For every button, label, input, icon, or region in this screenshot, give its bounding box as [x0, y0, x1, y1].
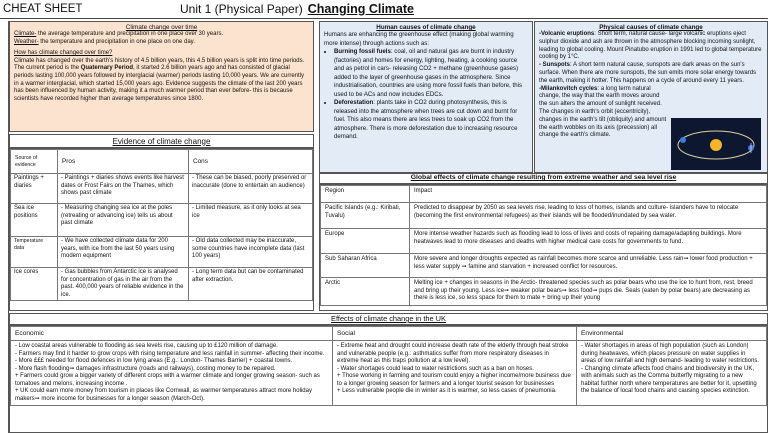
global-header-impact: Impact: [410, 186, 767, 203]
global-header-region: Region: [321, 186, 410, 203]
list-item: - Water shortages in areas of high population (such as London) during heatwaves, which places pressure on water supplies in areas of low rainfall and high demand- leading to water restrictions.: [581, 343, 762, 366]
global-effects-table: [319, 184, 768, 311]
weather-definition: [14, 39, 309, 47]
milankovitch-orbit-image: [671, 118, 761, 170]
climate-over-time-title: Climate change over time: [125, 24, 198, 31]
evidence-source: Paintings + diaries: [11, 174, 58, 204]
list-item: + Those working in farming and tourism could enjoy a higher income/more business due to a longer growing season for farmers and a longer tourist season for businesses: [337, 373, 571, 387]
uk-effects-table: [9, 325, 768, 433]
topic-title: Changing Climate: [307, 2, 414, 16]
uk-effects-title: Effects of climate change in the UK: [9, 313, 768, 325]
human-causes-box: [319, 21, 533, 173]
physical-causes-title: Physical causes of climate change: [599, 24, 703, 31]
evidence-cons: [189, 268, 313, 301]
impact-cell: Predicted to disappear by 2050 as sea levels rise, leading to loss of homes, islands and culture- islanders have to relocate (becoming the first environmental refugees) as their islands will be flooded/inundated by sea water.: [410, 203, 767, 229]
evidence-header-source: Source of evidence: [11, 150, 58, 174]
cheat-sheet-label: CHEAT SHEET: [3, 3, 83, 15]
evidence-pros: [58, 174, 189, 204]
list-item: - Paintings + diaries shows events like harvest dates or Frost Fairs on the Thames, which shows past climate: [61, 175, 185, 198]
global-effects-title: Global effects of climate change resulting from extreme weather and sea level rise: [319, 173, 768, 184]
volcanic-desc: : Short term, natural cause- large volcanic eruptions eject sulphur dioxide and ash are thrown in the atmosphere blocking incoming sunlight, leading to global cooling. Mount Pinatubo eruption in 1991 led to global temperature cooling by 1°C.: [539, 31, 762, 61]
social-cell: [333, 341, 577, 406]
sunspots-text: [539, 62, 763, 85]
climate-over-time-box: [9, 21, 314, 132]
table-row: [321, 254, 767, 278]
evidence-header-pros: Pros: [58, 150, 189, 174]
list-item: - More flash flooding➞ damages infrastructure (roads and railways), costing money to be repaired.: [15, 366, 328, 374]
physical-causes-box: [534, 21, 768, 173]
evidence-pros: [58, 237, 189, 268]
list-item: + Less vulnerable people die in winter as it is warmer, so less cases of pneumonia.: [337, 388, 557, 394]
table-row: [11, 268, 313, 301]
list-item: - Old data collected may be inaccurate, some countries have incomplete data (last 100 years): [192, 238, 309, 261]
evidence-cons: [189, 237, 313, 268]
list-item: - Low coastal areas vulnerable to flooding as sea levels rise, causing up to £120 million of damage.: [15, 343, 328, 351]
uk-header-economic: Economic: [11, 327, 333, 341]
climate-definition: [14, 31, 309, 39]
evidence-table: [9, 148, 314, 311]
impact-cell: Melting ice + changes in seasons in the Arctic- threatened species such as polar bears who use the ice to hunt from, rest, breed and bring up their young. Less ice➞ weaker polar bears➞ less food➞ pups die. Seals (eaten by polar bears) are decreasing as there is less ice, so less space for them to mate + bring up their young: [410, 278, 767, 306]
table-row: [321, 229, 767, 254]
quaternary-period: Quaternary Period: [80, 65, 134, 72]
volcanic-text: [539, 31, 763, 62]
climate-history-text: [14, 58, 309, 104]
list-item: - Limited measure, as it only looks at sea ice: [192, 205, 309, 220]
evidence-pros: [58, 204, 189, 237]
list-item: - Farmers may find it harder to grow crops with rising temperature and less rainfall in summer- affecting their income.: [15, 351, 328, 359]
list-item: [334, 48, 528, 99]
uk-header-social: Social: [333, 327, 577, 341]
milankovitch-term: -Milankovitch cycles: [539, 85, 598, 92]
climate-def: the average temperature and precipitation in one place over 30 years.: [36, 31, 224, 37]
list-item: - More £££ needed for flood defences in low lying areas (E.g.: London- Thames Barrier) + coastal towns.: [15, 358, 328, 366]
list-item: + Farmers could grow a bigger variety of different crops with a warmer climate and longer growing season- such as tomatoes and melons, increasing income .: [15, 373, 320, 387]
list-item: - Extreme heat and drought could increase death rate of the elderly through heat stroke and vulnerable people (e.g.: asthmatics suffer from more respiratory diseases in extreme heat as this traps pollution at a low level).: [337, 343, 572, 366]
table-row: [321, 203, 767, 229]
weather-term: Weather-: [14, 38, 39, 45]
weather-def: the temperature and precipitation in one place on one day.: [38, 38, 195, 45]
region-cell: Arctic: [321, 278, 410, 306]
table-row: [321, 278, 767, 306]
table-row: [11, 174, 313, 204]
region-cell: Sub Saharan Africa: [321, 254, 410, 278]
milankovitch-text: [539, 86, 667, 141]
list-item: - Long term data but can be contaminated after extraction.: [192, 269, 309, 284]
evidence-cons: [189, 174, 313, 204]
list-item: - Measuring changing sea ice at the poles (retreating or advancing ice) tells us about past climate: [61, 205, 185, 228]
human-causes-title: Human causes of climate change: [376, 24, 476, 31]
volcanic-term: -Volcanic eruptions: [539, 31, 595, 37]
evidence-source: Ice cores: [11, 268, 58, 301]
evidence-header-cons: Cons: [189, 150, 313, 174]
list-item: [334, 99, 528, 142]
evidence-pros: [58, 268, 189, 301]
history-part-1: Climate has changed over the earth's history of 4.5 billion years, this 4.5 billion years is split into time periods. The current period is the: [14, 57, 305, 72]
evidence-source: Temperature data: [11, 237, 58, 268]
left-margin-border: [0, 21, 9, 433]
region-cell: Pacific Islands (e.g.: Kiribati, Tuvalu): [321, 203, 410, 229]
table-row: [11, 204, 313, 237]
impact-cell: More intense weather hazards such as flooding lead to loss of lives and costs of repairing damage/adapting buildings. More heatwaves lead to more diseases and deaths with higher medical care costs for governments to fund.: [410, 229, 767, 254]
sunspots-term: - Sunspots: [539, 62, 570, 69]
table-row: [11, 237, 313, 268]
economic-cell: [11, 341, 333, 406]
list-item: - These can be biased, poorly preserved or inaccurate (done to entertain an audience): [192, 175, 309, 190]
climate-question: How has climate changed over time?: [14, 50, 113, 57]
environmental-cell: [577, 341, 767, 406]
list-item: - We have collected climate data for 200 years, with ice from the last 50 years using modern equipment: [61, 238, 185, 261]
human-causes-intro: Humans are enhancing the greenhouse effect (making global warming more intense) through actions such as:: [324, 31, 514, 47]
history-part-2: , it started 2.6 billion years ago and has consisted of glacial periods lasting 100,000 years followed by interglacial (warmer) periods lasting 10,000 years. We are currently in a warmer interglacial, which started 15,000 years ago. Evidence suggests the climate of the last 200 years has been influenced by human activity, making it a much warmer period than ever before- this is because scientists have recorded higher than average temperatures since 1800.: [14, 65, 305, 102]
deforestation-term: Deforestation: [334, 99, 374, 106]
fossil-fuels-text: : coal, oil and natural gas are burnt in industry (factories) and homes for energy, lighting, heating, a cooking source and as petrol in cars- releasing CO2 + methane (greenhouse gases) added to the layer of greenhouse gases in the atmosphere. Since industrialisation, countries are using more fossil fuels than before, this used to be ACs and now includes EDCs.: [334, 48, 522, 98]
evidence-cons: [189, 204, 313, 237]
list-item: + UK could earn more money from tourism in places like Cornwall, as warmer temperatures attract more holiday makers➞ more income for businesses for a longer season (March-Oct).: [15, 388, 312, 402]
evidence-source: Sea ice positions: [11, 204, 58, 237]
list-item: - Gas bubbles from Antarctic ice is analysed for concentration of gas in the air from the past. 400,000 years of reliable evidence in the ice.: [61, 269, 185, 299]
table-row: [11, 341, 767, 406]
impact-cell: More severe and longer droughts expected as rainfall becomes more scarce and unreliable. Less rain➞ lower food production + less water supply ➞ famine and starvation + increased conflict for resources.: [410, 254, 767, 278]
fossil-fuels-term: Burning fossil fuels: [334, 48, 391, 55]
evidence-title: Evidence of climate change: [9, 134, 314, 148]
climate-term: Climate-: [14, 31, 37, 37]
uk-header-environmental: Environmental: [577, 327, 767, 341]
unit-label: Unit 1 (Physical Paper): [180, 2, 303, 16]
region-cell: Europe: [321, 229, 410, 254]
list-item: - Changing climate affects food chains and biodiversity in the UK, with animals such as the Comma butterfly migrating to a new habitat further north where temperatures are better for it, upsetting the balance of local food chains and causing species extinction.: [581, 366, 762, 396]
milankovitch-desc: : a long term natural change, the way that the earth moves around the sun alters the amount of sunlight received. The changes in earth's orbit (eccentricity), changes in the earth's tilt (obliquity) and amount the earth wobbles on its axis (precession) all change the earth's climate.: [539, 85, 667, 139]
page-header: [0, 0, 768, 19]
list-item: - Water shortages could lead to water restrictions such as a ban on hoses.: [337, 366, 572, 374]
sunspots-desc: : A short term natural cause, sunspots are dark areas on the sun's surface. When there are more sunspots, the sun emits more solar energy towards the earth, making it hotter. This happens on a cycle of around every 11 years.: [539, 62, 757, 84]
deforestation-text: : plants take in CO2 during photosynthesis, this is released into the atmosphere when trees are cut down and burnt for fuel. This also means there are less trees to soak up CO2 from the atmosphere. There is more deforestation due to increasing resource demand.: [334, 99, 518, 140]
